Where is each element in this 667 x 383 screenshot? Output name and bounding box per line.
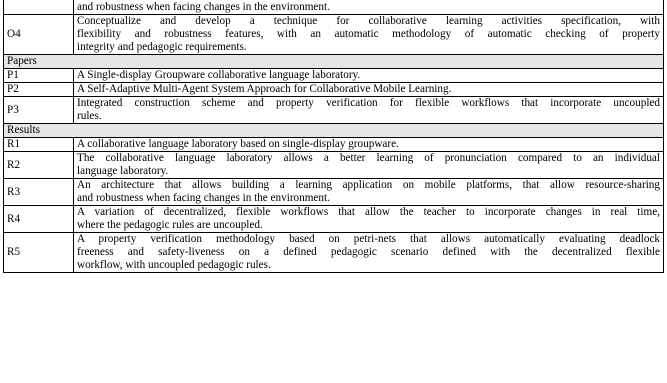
row-id-cell — [4, 0, 74, 15]
row-text-line: A property verification methodology based on petri-nets that allows automatically evaluating deadlock — [77, 233, 660, 245]
table-row — [4, 206, 664, 233]
table-row — [4, 152, 664, 179]
row-text-line: language laboratory. — [77, 165, 169, 177]
row-text-cell — [74, 179, 664, 206]
row-id-cell: P3 — [4, 97, 74, 124]
objectives-papers-results-table — [3, 0, 664, 273]
row-text-line: Conceptualize and develop a technique for collaborative learning activities specification, with — [77, 15, 660, 27]
row-text-cell — [74, 152, 664, 179]
section-header-row — [4, 55, 664, 69]
row-text-line: Integrated construction scheme and property verification for flexible workflows that incorporate uncoupled — [77, 97, 660, 109]
section-header-row — [4, 124, 664, 138]
row-text-cell: A Single-display Groupware collaborative language laboratory. — [74, 69, 664, 83]
row-text-cell — [74, 138, 664, 152]
row-text-cell — [74, 206, 664, 233]
row-text: and robustness when facing changes in the environment. — [77, 1, 330, 13]
table-row — [4, 179, 664, 206]
row-text-cell — [74, 0, 664, 15]
table-row — [4, 15, 664, 55]
row-text-line: A variation of decentralized, flexible workflows that allow the teacher to incorporate changes in real time, — [77, 206, 660, 218]
row-text-line: flexibility and robustness features, with an automatic methodology of automatic checking of property — [77, 28, 660, 40]
row-text-line: rules. — [77, 110, 102, 122]
row-text-line: and robustness when facing changes in the environment. — [77, 192, 330, 204]
table-row — [4, 0, 664, 15]
row-text-line: An architecture that allows building a learning application on mobile platforms, that allow resource-sharing — [77, 179, 660, 191]
section-header-results: Results — [4, 124, 664, 138]
row-text-line: The collaborative language laboratory allows a better learning of pronunciation compared to an individual — [77, 152, 660, 164]
row-text-line: A collaborative language laboratory based on single-display groupware. — [77, 138, 399, 150]
table-row — [4, 233, 664, 273]
row-id-cell: R1 — [4, 138, 74, 152]
row-text-cell — [74, 15, 664, 55]
row-id-cell: P1 — [4, 69, 74, 83]
row-id-cell: R4 — [4, 206, 74, 233]
row-id-cell: R5 — [4, 233, 74, 273]
row-id-cell: P2 — [4, 83, 74, 97]
table-row — [4, 138, 664, 152]
table-row — [4, 69, 664, 83]
row-text-cell — [74, 233, 664, 273]
row-text-line: freeness and safety-liveness on a defined pedagogic scenario defined with the decentralized flexible — [77, 246, 660, 258]
table-row — [4, 97, 664, 124]
section-header-papers: Papers — [4, 55, 664, 69]
row-text-line: where the pedagogic rules are uncoupled. — [77, 219, 263, 231]
row-id-cell: R3 — [4, 179, 74, 206]
row-text-cell: A Self-Adaptive Multi-Agent System Approach for Collaborative Mobile Learning. — [74, 83, 664, 97]
row-text-line: workflow, with uncoupled pedagogic rules. — [77, 259, 271, 271]
row-id-cell: R2 — [4, 152, 74, 179]
row-text-cell — [74, 97, 664, 124]
row-id-cell: O4 — [4, 15, 74, 55]
table-row — [4, 83, 664, 97]
row-text-line: integrity and pedagogic requirements. — [77, 41, 247, 53]
